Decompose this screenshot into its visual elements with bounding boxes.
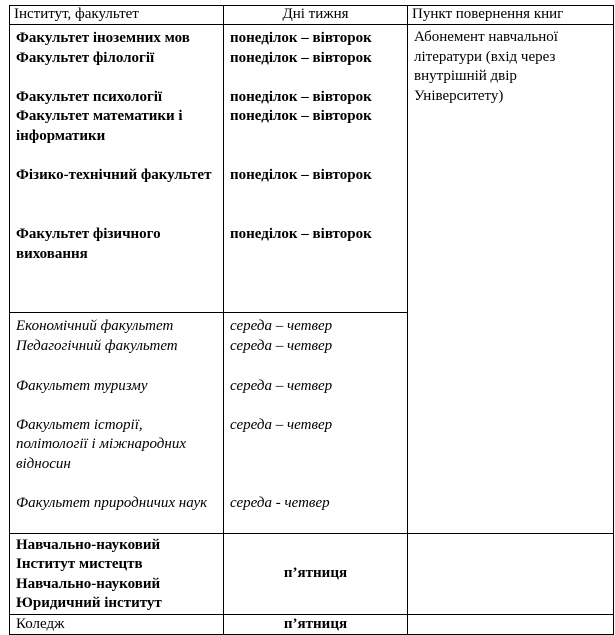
return-point-text: Абонемент навчальної літератури (вхід через внутрішній двір Університету) bbox=[414, 29, 558, 104]
faculty-entry: Факультет філології bbox=[16, 49, 155, 66]
empty-cell bbox=[408, 614, 614, 635]
days-entry: понеділок – вівторок bbox=[230, 226, 372, 242]
return-schedule-table bbox=[9, 5, 614, 635]
college-days: п’ятниця bbox=[224, 614, 408, 635]
group-b-days bbox=[224, 313, 408, 534]
table-row bbox=[10, 25, 614, 313]
faculty-entry: Навчально-науковий Юридичний інститут bbox=[16, 575, 162, 611]
days-entry: середа – четвер bbox=[230, 318, 333, 334]
college-faculty: Коледж bbox=[10, 614, 224, 635]
days-entry: середа – четвер bbox=[230, 337, 333, 354]
empty-cell bbox=[408, 533, 614, 614]
group-c-days: п’ятниця bbox=[224, 533, 408, 614]
days-entry: середа – четвер bbox=[230, 377, 333, 394]
faculty-entry: Факультет математики і інформатики bbox=[16, 108, 183, 144]
faculty-entry: Факультет історії, політології і міжнародних відносин bbox=[16, 416, 186, 472]
days-entry: понеділок – вівторок bbox=[230, 88, 372, 105]
faculty-entry: Факультет природничих наук bbox=[16, 494, 208, 511]
days-entry: понеділок – вівторок bbox=[230, 30, 372, 46]
header-row bbox=[10, 6, 614, 25]
group-b-faculties bbox=[10, 313, 224, 534]
faculty-entry: Педагогічний факультет bbox=[16, 337, 178, 354]
group-a-faculties bbox=[10, 25, 224, 313]
header-faculty: Інститут, факультет bbox=[10, 6, 224, 25]
faculty-entry: Фізико-технічний факультет bbox=[16, 167, 212, 183]
days-entry: понеділок – вівторок bbox=[230, 167, 372, 183]
days-entry: середа - четвер bbox=[230, 494, 330, 511]
days-entry: понеділок – вівторок bbox=[230, 49, 372, 66]
return-point-cell bbox=[408, 25, 614, 534]
faculty-entry: Факультет туризму bbox=[16, 377, 148, 394]
faculty-entry: Економічний факультет bbox=[16, 318, 174, 334]
group-c-faculties bbox=[10, 533, 224, 614]
group-a-days bbox=[224, 25, 408, 313]
header-return-point: Пункт повернення книг bbox=[408, 6, 614, 25]
days-entry: понеділок – вівторок bbox=[230, 108, 372, 124]
header-days: Дні тижня bbox=[224, 6, 408, 25]
table-row bbox=[10, 614, 614, 635]
table-row bbox=[10, 533, 614, 614]
days-entry: середа – четвер bbox=[230, 416, 333, 433]
faculty-entry: Навчально-науковий Інститут мистецтв bbox=[16, 536, 161, 572]
faculty-entry: Факультет фізичного виховання bbox=[16, 226, 161, 262]
faculty-entry: Факультет іноземних мов bbox=[16, 30, 190, 46]
faculty-entry: Факультет психології bbox=[16, 88, 163, 105]
